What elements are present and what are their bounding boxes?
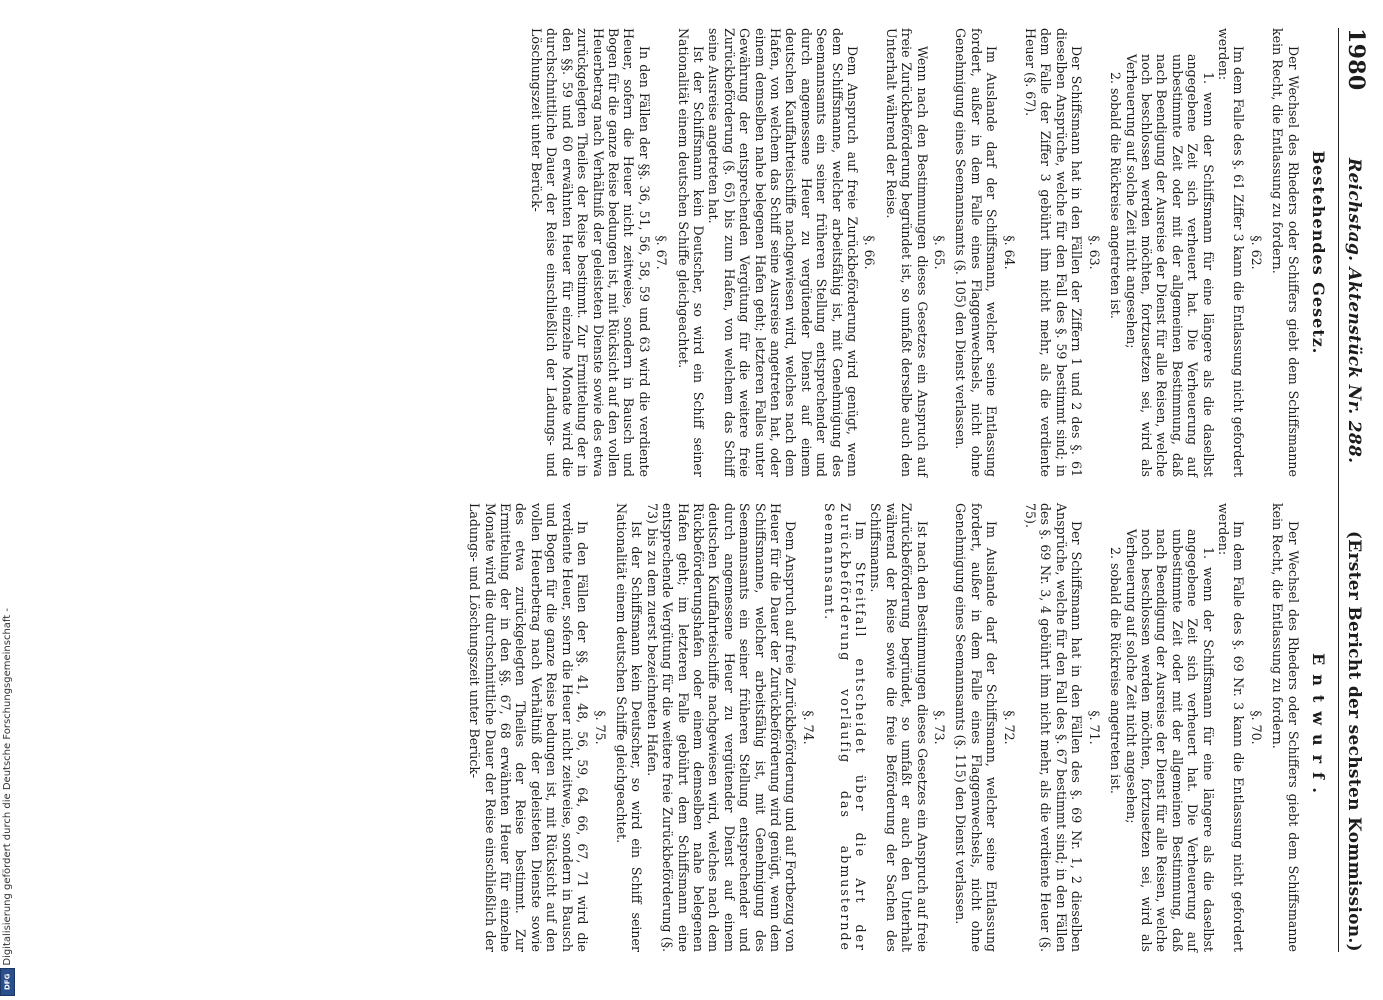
- section-heading: §. 65.: [932, 235, 948, 270]
- two-column-layout: [467, 28, 1328, 952]
- section-text: In den Fällen der §§. 41, 48, 56, 59, 64, 66, 67, 71 wird die verdiente Heuer, sofern die Heuer nicht zeitweise, sondern in Bausch und Bogen für die ganze Reise bedungen ist, mit Rücksicht auf den vollen Heuerbetrag nach Verhältniß der geleisteten Dienste sowie des etwa zurückgelegten Theiles der Reise bestimmt. Zur Ermittelung der in den §§. 67, 68 erwähnten Heuer für einzelne Monate wird die durchschnittliche Dauer der Reise einschließlich der Ladungs- und Löschungszeit unter Berück-: [467, 503, 591, 952]
- section-text: Der Schiffsmann hat in den Fällen des §. 69 Nr. 1, 2 dieselben Ansprüche, welche für den Fall des §. 67 bestimmt sind; in den Fällen des §. 69 Nr. 3, 4 gebührt ihm nicht mehr, als die verdiente Heuer (§. 75).: [1023, 503, 1085, 952]
- section-heading: §. 72.: [1001, 710, 1017, 745]
- section-text: Im Auslande darf der Schiffsmann, welcher seine Entlassung fordert, außer in dem Falle eines Flaggenwechsels, nicht ohne Genehmigung eines Seemannsamts (§. 105) den Dienst verlassen.: [953, 28, 1000, 477]
- section-heading: §. 73.: [932, 710, 948, 745]
- section-text: Ist der Schiffsmann kein Deutscher, so wird ein Schiff seiner Nationalität einem deutschen Schiffe gleichgeachtet.: [613, 503, 645, 952]
- document-title: Reichstag. Aktenstück Nr. 288.: [1344, 158, 1364, 464]
- section-heading: §. 74.: [800, 710, 816, 745]
- page-number: 1980: [1343, 28, 1369, 91]
- section-heading: §. 67.: [654, 235, 670, 270]
- column-draft: [467, 503, 1328, 952]
- document-page: [93, 10, 1383, 970]
- section-text: Wenn nach den Bestimmungen dieses Gesetzes ein Anspruch auf freie Zurückbeförderung begründet ist, so umfaßt derselbe auch den Unterhalt während der Reise.: [883, 28, 930, 477]
- intro-paragraph: Der Wechsel des Rheders oder Schiffers giebt dem Schiffsmanne kein Recht, die Entlassung zu fordern.: [1270, 28, 1301, 477]
- section-text: In den Fällen der §§. 36, 51, 56, 58, 59 und 63 wird die verdiente Heuer, sofern die Heuer nicht zeitweise, sondern in Bausch und Bogen für die ganze Reise bedungen ist, mit Rücksicht auf den vollen Heuerbetrag nach Verhältniß der geleisteten Dienste sowie des etwa zurückgelegten Theiles der Reise bestimmt. Zur Ermittelung der in den §§. 59 und 60 erwähnten Heuer für einzelne Monate wird die durchschnittliche Dauer der Reise einschließlich der Ladungs- und Löschungszeit unter Berück-: [528, 28, 652, 477]
- section-text: Im Auslande darf der Schiffsmann, welcher seine Entlassung fordert, außer in dem Falle eines Flaggenwechsels, nicht ohne Genehmigung eines Seemannsamts (§. 115) den Dienst verlassen.: [953, 503, 1000, 952]
- section-heading: §. 75.: [592, 710, 608, 745]
- section-heading: §. 63.: [1086, 235, 1102, 270]
- section-text: Im dem Falle des §. 61 Ziffer 3 kann die Entlassung nicht gefordert werden:: [1215, 28, 1247, 477]
- section-text: Ist nach den Bestimmungen dieses Gesetzes ein Anspruch auf freie Zurückbeförderung begründet, so umfaßt er auch den Unterhalt während der Reise sowie die freie Beförderung der Sachen des Schiffsmanns.: [868, 503, 930, 952]
- section-heading: §. 70.: [1248, 710, 1264, 745]
- section-text: Dem Anspruch auf freie Zurückbeförderung wird genügt, wenn dem Schiffsmanne, welcher arbeitsfähig ist, mit Genehmigung des Seemannsamts ein seiner früheren Stellung entsprechender und durch angemessene Heuer zu vergütender Dienst auf einem deutschen Kauffahrteischiffe nachgewiesen wird, welches nach dem Hafen, von welchem das Schiff seine Ausreise angetreten hat, oder einem demselben nahe belegenen Hafen geht; letzteren Falles unter Gewährung der entsprechenden Vergütung für die weitere freie Zurückbeförderung (§. 65) bis zum Hafen, von welchem das Schiff seine Ausreise angetreten hat.: [706, 28, 861, 477]
- column-existing-law: [467, 28, 1328, 477]
- column-heading-draft: Entwurf.: [1309, 653, 1328, 802]
- section-text: Im dem Falle des §. 69 Nr. 3 kann die Entlassung nicht gefordert werden:: [1215, 503, 1247, 952]
- list-item: 2. sobald die Rückreise angetreten ist.: [1108, 72, 1124, 319]
- section-text-emphasis: Im Streitfall entscheidet über die Art der Zurückbeförderung vorläufig das abmusternde Seemannsamt.: [822, 503, 869, 952]
- section-text: Ist der Schiffsmann kein Deutscher, so wird ein Schiff seiner Nationalität einem deutschen Schiffe gleichgeachtet.: [675, 28, 706, 477]
- section-heading: §. 71.: [1086, 710, 1102, 745]
- section-text: Dem Anspruch auf freie Zurückbeförderung und auf Fortbezug von Heuer für die Dauer der Zurückbeförderung wird genügt, wenn dem Schiffsmanne, welcher arbeitsfähig ist, mit Genehmigung des Seemannsamts ein seiner früheren Stellung entsprechender und durch angemessene Heuer zu vergütender Dienst auf einem deutschen Kauffahrteischiffe nachgewiesen wird, welches nach dem Rückbeförderungshafen oder einem demselben nahe belegenen Hafen geht; im letzteren Falle gebührt dem Schiffsmann eine entsprechende Vergütung für die weitere freie Zurückbeförderung (§. 73) bis zu dem zuerst bezeichneten Hafen.: [644, 503, 799, 952]
- section-heading: §. 62.: [1248, 235, 1264, 270]
- section-heading: §. 64.: [1001, 235, 1017, 270]
- page-header: [1338, 28, 1369, 952]
- section-text: Der Schiffsmann hat in den Fällen der Ziffern 1 und 2 des §. 61 dieselben Ansprüche, welche für den Fall des §. 59 bestimmt sind; in dem Falle der Ziffer 3 gebührt ihm nicht mehr, als die verdiente Heuer (§. 67).: [1023, 28, 1085, 477]
- digitization-credit: Digitalisierung gefördert durch die Deutsche Forschungsgemeinschaft -: [2, 608, 13, 966]
- list-item: 1. wenn der Schiffsmann für eine längere als die daselbst angegebene Zeit sich verheuert hat. Die Verheuerung auf unbestimmte Zeit oder mit der allgemeinen Bestimmung, daß nach Beendigung der Ausreise der Dienst für alle Reisen, welche noch beschlossen werden möchten, fortzusetzen sei, wird als Verheuerung auf solche Zeit nicht angesehen;: [1123, 529, 1216, 952]
- dfg-logo: DFG: [0, 968, 15, 996]
- column-heading-existing-law: Bestehendes Gesetz.: [1309, 150, 1328, 355]
- document-subtitle: (Erster Bericht der sechsten Kommission.): [1344, 530, 1364, 952]
- section-heading: §. 66.: [862, 235, 878, 270]
- intro-paragraph: Der Wechsel des Rheders oder Schiffers giebt dem Schiffsmanne kein Recht, die Entlassung zu fordern.: [1270, 503, 1301, 952]
- list-item: 2. sobald die Rückreise angetreten ist.: [1108, 547, 1124, 794]
- list-item: 1. wenn der Schiffsmann für eine längere als die daselbst angegebene Zeit sich verheuert hat. Die Verheuerung auf unbestimmte Zeit oder mit der allgemeinen Bestimmung, daß nach Beendigung der Ausreise der Dienst für alle Reisen, welche noch beschlossen werden möchten, fortzusetzen sei, wird als Verheuerung auf solche Zeit nicht angesehen;: [1123, 54, 1216, 477]
